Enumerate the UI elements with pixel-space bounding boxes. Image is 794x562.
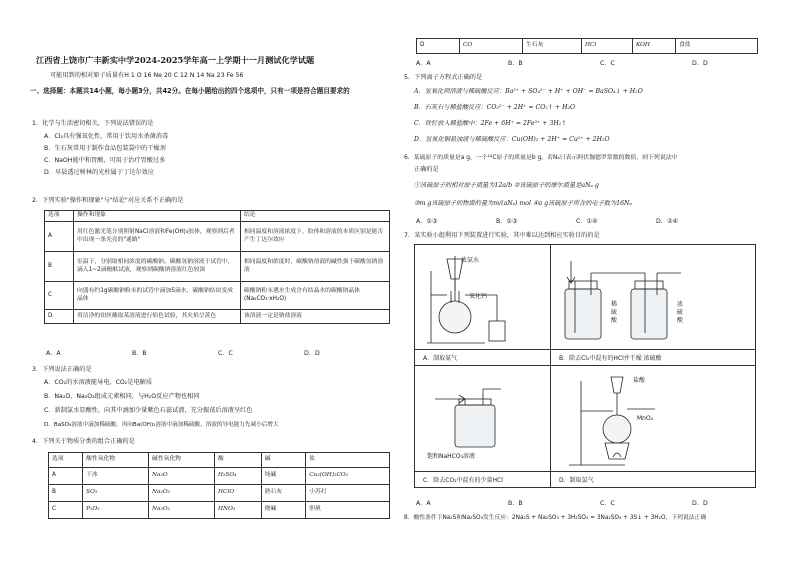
q7-figure-grid <box>414 244 756 488</box>
q4-table-continued <box>416 38 758 54</box>
q7-caption-c: C．除去CO₂中混有的少量HCl <box>423 477 503 484</box>
q7-answer-b: B．B <box>508 500 523 507</box>
table-cell: Na₂O₂ <box>149 502 215 519</box>
q7-caption-b: B．除去Cl₂中混有的HCl并干燥 浓硫酸 <box>559 355 662 362</box>
q2-answer-a: A．A <box>46 350 61 357</box>
table-cell: 向盛有约1g碳酸钠粉末的试管中滴加5滴水，碳酸钠结块变成晶体 <box>74 282 241 310</box>
q6-answer-a: A．①③ <box>416 218 438 225</box>
q6-answer-b: B．①③ <box>496 218 518 225</box>
table-cell: D <box>45 310 74 324</box>
table-cell: 用红色激光笔分别照射NaCl溶液和Fe(OH)₃胶体，观察到后者中出现一条光亮的"通路" <box>74 222 241 252</box>
table-cell: SO₃ <box>83 485 149 502</box>
exam-title: 江西省上饶市广丰新实中学2024-2025学年高一上学期十一月测试化学试题 <box>36 55 315 65</box>
q2-table <box>44 210 390 324</box>
table-cell: 烧碱 <box>261 502 306 519</box>
q4-answer-d: D．D <box>692 60 708 67</box>
table-cell: B <box>45 252 74 282</box>
table-cell: H₂SO₄ <box>215 468 262 485</box>
table-cell: 纯碱 <box>261 468 306 485</box>
q3-stem: 3．下列说法正确的是 <box>32 366 92 373</box>
q3-option-c: C．新制氯水显酸性，向其中滴加少量紫色石蕊试液，充分振荡后溶液呈红色 <box>44 407 253 414</box>
section-heading: 一、选择题：本题共14小题，每小题3分，共42分。在每小题给出的四个选项中，只有一项是符合题目要求的 <box>30 87 350 95</box>
table-cell: 用洁净的铂丝蘸取某溶液进行焰色试验，其火焰呈黄色 <box>74 310 241 324</box>
table-cell: P₂O₅ <box>83 502 149 519</box>
q2-header: 操作和现象 <box>74 211 241 222</box>
table-cell: 该溶液一定是钠盐溶液 <box>241 310 390 324</box>
fig-label: 稀硫酸 <box>611 301 618 324</box>
q2-answer-c: C．C <box>218 350 233 357</box>
q5-option-c: C．铁钉放入稀盐酸中：2Fe + 6H⁺ = 2Fe³⁺ + 3H₂↑ <box>414 120 567 127</box>
atomic-masses: 可能用到的相对原子质量有H 1 O 16 Ne 20 C 12 N 14 Na 23 Fe 56 <box>50 72 244 79</box>
q2-answer-d: D．D <box>304 350 320 357</box>
table-cell: 碳酸钠粉末遇水生成含有结晶水的碳酸钠晶体 (Na₂CO₃·xH₂O) <box>241 282 390 310</box>
table-cell: C <box>45 282 74 310</box>
table-cell: 熟石灰 <box>261 485 306 502</box>
q4-answer-c: C．C <box>600 60 615 67</box>
table-cell: D <box>417 39 460 54</box>
table-row <box>45 222 390 252</box>
table-row <box>49 468 390 485</box>
q6-statement-1: ①该硫原子的相对原子质量为12a/b ②该硫原子的摩尔质量是aNₐ g <box>414 182 599 189</box>
table-row <box>417 39 758 54</box>
table-cell: A <box>49 468 83 485</box>
q3-option-a: A．CO₂的水溶液能导电，CO₂是电解质 <box>44 379 153 386</box>
fig-label: 盐酸 <box>633 377 646 384</box>
q1-option-a: A．Cl₂具有强氧化性，常用于饮用水杀菌消毒 <box>44 133 169 140</box>
q3-option-b: B．Na₂O、Na₂O₂组成元素相同，与H₂O反应产物也相同 <box>44 393 200 400</box>
q2-stem: 2．下列实验"操作和现象"与"结论"对应关系不正确的是 <box>32 197 184 204</box>
q5-option-b: B．石灰石与稀盐酸反应：CO₃²⁻ + 2H⁺ = CO₂↑ + H₂O <box>414 104 576 111</box>
q1-option-c: C．NaOH能中和胃酸，可用于治疗胃酸过多 <box>44 157 166 164</box>
q1-option-d: D．早晨透过树林的光柱属于丁达尔效应 <box>44 169 154 176</box>
table-cell: KOH <box>633 39 676 54</box>
table-row <box>49 502 390 519</box>
q7-caption-d: D．制取氯气 <box>559 477 594 484</box>
table-cell: Na₂O <box>149 468 215 485</box>
table-cell: HCl <box>582 39 633 54</box>
table-row <box>45 252 390 282</box>
q5-option-d: D．氢氧化铜悬浊液与稀硫酸反应：Cu(OH)₂ + 2H⁺ = Cu²⁺ + 2H₂O <box>414 136 610 143</box>
q4-header: 酸 <box>215 453 262 468</box>
table-row <box>45 310 390 324</box>
q7-caption-a: A．制取氨气 <box>423 355 458 362</box>
table-cell: 小苏打 <box>306 485 390 502</box>
q4-table <box>48 452 390 519</box>
table-cell: 食盐 <box>676 39 758 54</box>
q7-stem: 7．某实验小组利用下列装置进行实验，其中难以达到相应实验目的的是 <box>404 232 600 239</box>
table-cell: 胆矾 <box>306 502 390 519</box>
table-cell: HNO₃ <box>215 502 262 519</box>
q7-answer-a: A．A <box>416 500 431 507</box>
q2-header: 选项 <box>45 211 74 222</box>
q4-stem: 4．下列关于物质分类的组合正确的是 <box>32 438 135 445</box>
q5-option-a: A．氢氧化钡溶液与稀硫酸反应：Ba²⁺ + SO₄²⁻ + H⁺ + OH⁻ = BaSO₄↓ + H₂O <box>414 88 643 95</box>
q4-header: 碱 <box>261 453 306 468</box>
q8-stem: 8．酸性条件下Na₂S和Na₂SO₃发生反应：2Na₂S + Na₂SO₃ + 3H₂SO₄ = 3Na₂SO₄ + 3S↓ + 3H₂O，下列说法正确 <box>404 515 707 521</box>
q7-answer-c: C．C <box>600 500 615 507</box>
table-cell: 生石灰 <box>523 39 582 54</box>
q6-answer-c: C．①④ <box>576 218 598 225</box>
fig-label: 浓硫酸 <box>677 301 684 324</box>
table-cell: CO <box>460 39 523 54</box>
table-cell: 相同温度和溶液浓度下，胶体和溶液的本质区别是能否产生丁达尔效应 <box>241 222 390 252</box>
q2-answer-b: B．B <box>132 350 147 357</box>
table-row <box>49 485 390 502</box>
q4-header: 酸性氧化物 <box>83 453 149 468</box>
q7-answer-d: D．D <box>692 500 708 507</box>
fig-label: 饱和NaHCO₃溶液 <box>427 453 475 460</box>
table-cell: 室温下，分别取相同浓度的碳酸钠、碳酸氢钠溶液于试管中，滴入1~2滴酚酞试液，观察到碳酸钠溶液红色较深 <box>74 252 241 282</box>
chlorine-generator-diagram <box>565 371 695 469</box>
table-cell: B <box>49 485 83 502</box>
table-cell: 干冰 <box>83 468 149 485</box>
table-cell: 相同温度和浓度时，碳酸钠溶液的碱性强于碳酸氢钠溶液 <box>241 252 390 282</box>
q2-header: 结论 <box>241 211 390 222</box>
fig-label: 氧化钙 <box>469 293 488 300</box>
q6-answer-d: D．②④ <box>656 218 679 225</box>
q1-option-b: B．生石灰常用于制作食品包装袋中的干燥剂 <box>44 145 166 152</box>
q6-statement-2: ③m g该硫原子的物质的量为m/(aNₐ) mol ④a g该硫原子所含的电子数为16Nₐ <box>414 200 632 207</box>
table-cell: A <box>45 222 74 252</box>
q1-stem: 1．化学与生活密切相关，下列说法错误的是 <box>32 120 154 127</box>
table-cell: HClO <box>215 485 262 502</box>
q4-header: 盐 <box>306 453 390 468</box>
q4-header: 选项 <box>49 453 83 468</box>
q6-stem: 6．某硫原子的质量是a g，一个¹²C原子的质量是b g，若Nₐ只表示阿伏伽德罗常数的数值，则下列说法中 <box>404 155 678 161</box>
q3-option-d: D．BaSO₄溶液中滴加稀硫酸，再向Ba(OH)₂溶液中滴加稀硫酸，溶液的导电能力先减小后增大 <box>44 422 279 428</box>
wash-bottles-diagram <box>561 255 711 345</box>
table-cell: Cu₂(OH)₂CO₃ <box>306 468 390 485</box>
q4-header: 碱性氧化物 <box>149 453 215 468</box>
fig-label: 浓氨水 <box>461 257 480 264</box>
table-cell: Na₂O₂ <box>149 485 215 502</box>
q5-stem: 5．下列离子方程式正确的是 <box>404 74 483 81</box>
q6-stem-cont: 正确的是 <box>414 166 439 173</box>
nahco3-bottle-diagram <box>435 381 535 451</box>
q4-answer-b: B．B <box>508 60 523 67</box>
table-cell: C <box>49 502 83 519</box>
table-row <box>45 282 390 310</box>
fig-label: MnO₂ <box>637 415 654 422</box>
q4-answer-a: A．A <box>416 60 431 67</box>
